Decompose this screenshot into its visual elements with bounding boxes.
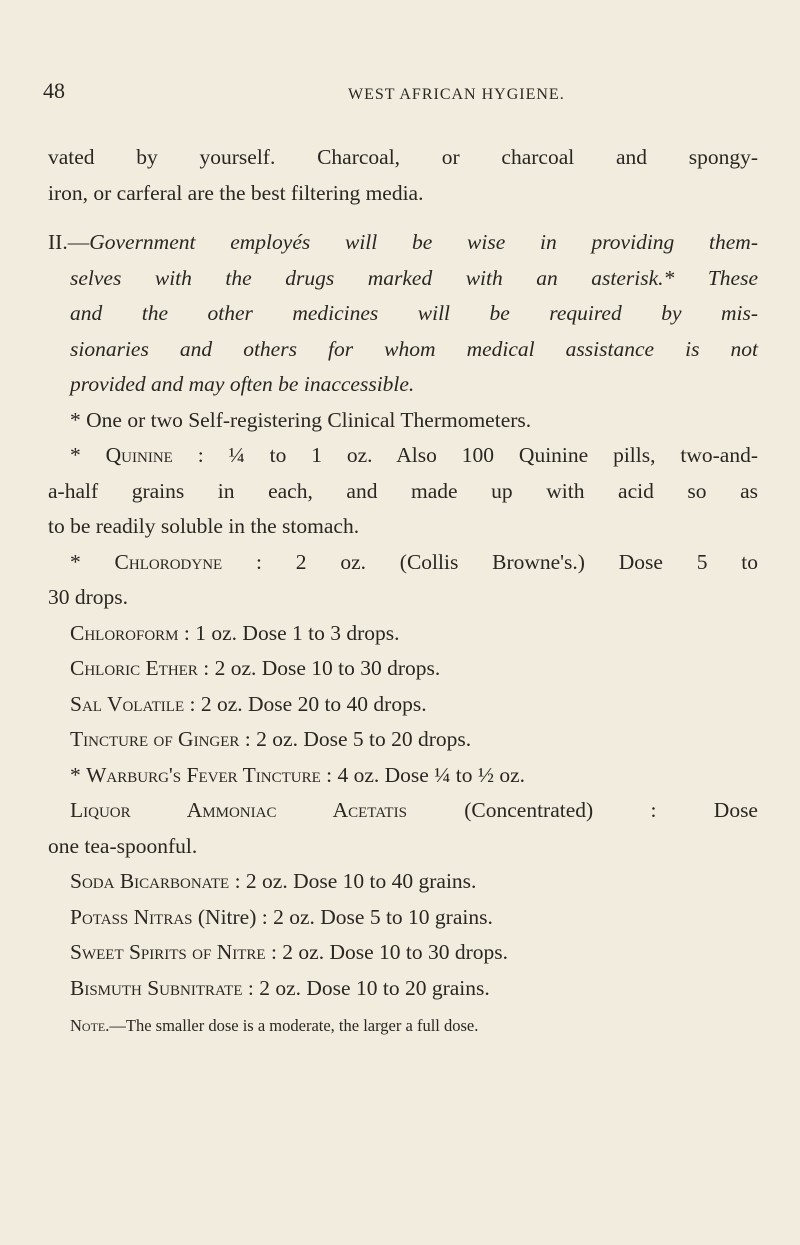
running-title: WEST AFRICAN HYGIENE.: [348, 86, 565, 103]
text-line: Liquor Ammoniac Acetatis (Concentrated) : Dose: [70, 798, 758, 822]
text-line: and the other medicines will be required by mis-: [70, 301, 758, 325]
page-number: 48: [43, 78, 65, 103]
text-line: Potass Nitras (Nitre) : 2 oz. Dose 5 to 10 grains.: [70, 904, 493, 929]
text-line: * Chlorodyne : 2 oz. (Collis Browne's.) Dose 5 to: [70, 549, 758, 574]
text-line: to be readily soluble in the stomach.: [48, 514, 360, 538]
text-line: Tincture of Ginger : 2 oz. Dose 5 to 20 drops.: [70, 727, 472, 751]
text-line: II.—Government employés will be wise in providing them-: [48, 230, 758, 254]
text-line: iron, or carferal are the best filtering media.: [48, 180, 424, 205]
text-line: Chloroform : 1 oz. Dose 1 to 3 drops.: [70, 620, 400, 645]
text-line: sionaries and others for whom medical assistance is not: [70, 336, 758, 361]
text-line: Chloric Ether : 2 oz. Dose 10 to 30 drops.: [70, 656, 441, 680]
text-line: Bismuth Subnitrate : 2 oz. Dose 10 to 20 grains.: [70, 975, 490, 1000]
text-line: a-half grains in each, and made up with acid so as: [48, 478, 758, 503]
page-body: [48, 140, 758, 1044]
text-line: provided and may often be inaccessible.: [70, 372, 415, 396]
text-line: Sweet Spirits of Nitre : 2 oz. Dose 10 to 30 drops.: [70, 940, 509, 964]
text-line: Sal Volatile : 2 oz. Dose 20 to 40 drops.: [70, 691, 427, 716]
text-line: one tea-spoonful.: [48, 833, 198, 858]
page-header: [0, 78, 800, 108]
text-line: * Quinine : ¼ to 1 oz. Also 100 Quinine pills, two-and-: [70, 443, 759, 467]
text-line: vated by yourself. Charcoal, or charcoal and spongy-: [48, 145, 758, 169]
text-line: 30 drops.: [48, 585, 129, 609]
text-line: * One or two Self-registering Clinical Thermometers.: [70, 407, 532, 432]
text-line: Soda Bicarbonate : 2 oz. Dose 10 to 40 grains.: [70, 869, 477, 893]
note-line: Note.—The smaller dose is a moderate, the larger a full dose.: [70, 1016, 479, 1035]
text-line: * Warburg's Fever Tincture : 4 oz. Dose ¼ to ½ oz.: [70, 762, 525, 787]
text-line: selves with the drugs marked with an asterisk.* These: [70, 265, 758, 290]
